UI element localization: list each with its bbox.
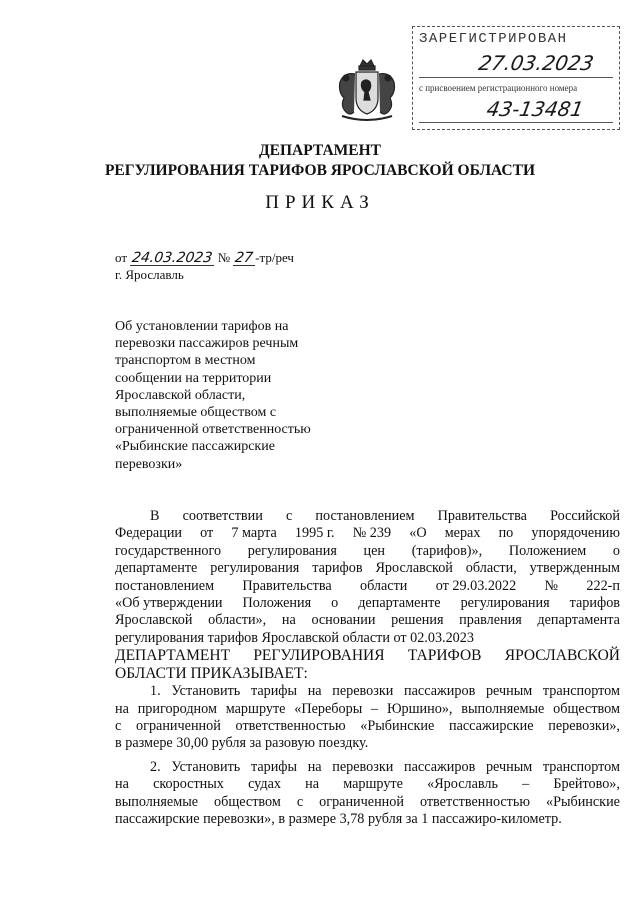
word: области [359,577,408,594]
word: транспортом [542,683,620,700]
subject-line: Об установлении тарифов на [115,319,289,334]
word: Ярославской [115,612,193,629]
word: регулирования [210,560,300,577]
document-date-number [115,250,294,266]
word: речным [485,683,533,700]
word: Брейтово», [553,776,620,793]
word: пассажиров [404,758,476,775]
word: департаменте [358,595,441,612]
word: – [371,700,379,717]
word: цен [363,542,386,559]
word: области», [208,612,267,629]
coat-of-arms-icon [330,58,404,126]
word: тарифов [312,560,363,577]
word: на [115,700,129,717]
word: мерах [444,525,481,542]
word: маршруте [225,700,286,717]
word: тарифы [250,758,298,775]
word: В [150,508,160,524]
document-date: 24.03.2023 [131,250,214,266]
word: утвержденным [529,560,620,577]
word: скоростных [153,776,224,793]
word: на [115,776,129,793]
word: ограниченной [136,718,221,735]
word: «Рыбинские [360,718,435,735]
paragraph-last-line: в размере 30,00 рубля за разовую поездку. [115,735,369,752]
stamp-caption: с присвоением регистрационного номера [419,83,578,93]
subject-line: Ярославской области, [115,387,246,403]
word: Установить [171,758,241,775]
number-label: № [217,250,231,265]
word: № 239 [352,525,392,542]
justified-line [115,612,620,629]
word: ДЕПАРТАМЕНТ [115,647,231,665]
paragraph-last-line: пассажирские перевозки», в размере 3,78 рубля за 1 пассажиро-километр. [115,811,562,828]
from-label: от [115,250,128,265]
justified-line [115,578,620,595]
justified-line [115,647,620,665]
word: 2. [150,758,161,775]
word: области, [465,560,517,577]
word: 7 марта [231,525,277,542]
document-number: 27 [234,250,255,266]
subject-line: выполняемые обществом с [115,405,277,421]
word: о [612,542,620,559]
word: 1995 г. [294,525,335,542]
word: ТАРИФОВ [407,647,482,665]
justified-line [115,701,620,718]
word: «Об утверждении [115,595,223,612]
justified-line [115,683,620,700]
word: РЕГУЛИРОВАНИЯ [253,647,385,665]
word: регулирования [247,542,337,559]
word: Федерации [115,525,183,542]
word: ответственностью [419,793,530,810]
subject-line: ограниченной ответственностью [115,422,311,438]
justified-line [115,595,620,612]
paragraph-last-line: ОБЛАСТИ ПРИКАЗЫВАЕТ: [115,665,308,683]
justified-line [115,525,620,542]
word: «О [409,525,427,542]
word: ограниченной [319,793,404,810]
department-subtitle: РЕГУЛИРОВАНИЯ ТАРИФОВ ЯРОСЛАВСКОЙ ОБЛАСТИ [104,162,536,179]
word: Установить [171,683,241,700]
subject-line: сообщении на территории [115,370,272,386]
word: от 29.03.2022 [435,577,517,594]
word: транспортом [542,758,620,775]
word: перевозки», [548,718,620,735]
word: на [305,776,320,793]
word: Ярославской [375,560,453,577]
word: обществом [553,700,620,717]
department-title: ДЕПАРТАМЕНТ [258,142,382,159]
document-subject [115,318,340,473]
word: выполняемые [461,700,545,717]
word: тарифов [569,595,620,612]
word: 1. [150,683,161,700]
subject-line: перевозки пассажиров речным [115,336,299,352]
stamp-date: 27.03.2023 [476,51,596,75]
word: перевозки [332,683,394,700]
word: ЯРОСЛАВСКОЙ [504,647,620,665]
word: пригородном [137,700,217,717]
word: постановлением [115,577,215,594]
word: – [522,776,530,793]
stamp-divider [419,77,613,78]
word: на [307,683,322,700]
justified-line [115,718,620,735]
word: основании [311,612,376,629]
word: Российской [550,508,620,524]
order-statement [115,647,620,683]
word: о [331,595,339,612]
justified-line [115,794,620,811]
stamp-number: 43-13481 [484,97,586,121]
registration-stamp [412,26,620,130]
justified-line [115,776,620,793]
number-suffix: -тр/реч [255,250,294,265]
word: с [285,508,293,524]
word: речным [485,758,533,775]
word: департамента [537,612,620,629]
word: Положением [508,542,587,559]
word: (тарифов)», [411,542,483,559]
word: по [498,525,514,542]
subject-line: перевозки» [115,456,183,472]
word: «Ярославль [427,776,498,793]
subject-line: транспортом в местном [115,353,256,369]
document-type: ПРИКАЗ [265,192,375,213]
word: департаменте [115,560,198,577]
word: регулирования [460,595,550,612]
word: решения [391,612,444,629]
word: 222-п [586,577,620,594]
word: обществом [214,793,281,810]
word: с [115,718,122,735]
preamble-paragraph [115,508,620,647]
word: на [307,758,322,775]
subject-line: «Рыбинские пассажирские [115,439,275,455]
word: Юршино», [386,700,453,717]
word: «Переборы [294,700,363,717]
justified-line [115,759,620,776]
word: от [200,525,214,542]
word: пассажирские [449,718,534,735]
order-item-2 [115,759,620,829]
word: с [296,793,304,810]
word: ответственностью [235,718,346,735]
word: «Рыбинские [545,793,620,810]
word: Правительства [242,577,332,594]
word: правления [459,612,522,629]
word: Положения [242,595,312,612]
word: судах [248,776,281,793]
word: тарифы [250,683,298,700]
paragraph-last-line: регулирования тарифов Ярославской области от 02.03.2023 [115,629,474,646]
word: упорядочению [531,525,620,542]
stamp-title: ЗАРЕГИСТРИРОВАН [419,31,568,47]
justified-line [115,543,620,560]
word: государственного [115,542,222,559]
word: № [544,577,559,594]
word: перевозки [332,758,394,775]
word: постановлением [315,508,415,524]
word: пассажиров [404,683,476,700]
word: Правительства [437,508,527,524]
document-body [115,508,620,829]
word: на [281,612,296,629]
order-item-1 [115,683,620,753]
word: соответствии [182,508,263,524]
justified-line [115,508,620,525]
stamp-divider [419,122,613,123]
word: выполняемые [115,793,199,810]
document-city: г. Ярославль [115,267,184,282]
word: маршруте [343,776,403,793]
justified-line [115,560,620,577]
